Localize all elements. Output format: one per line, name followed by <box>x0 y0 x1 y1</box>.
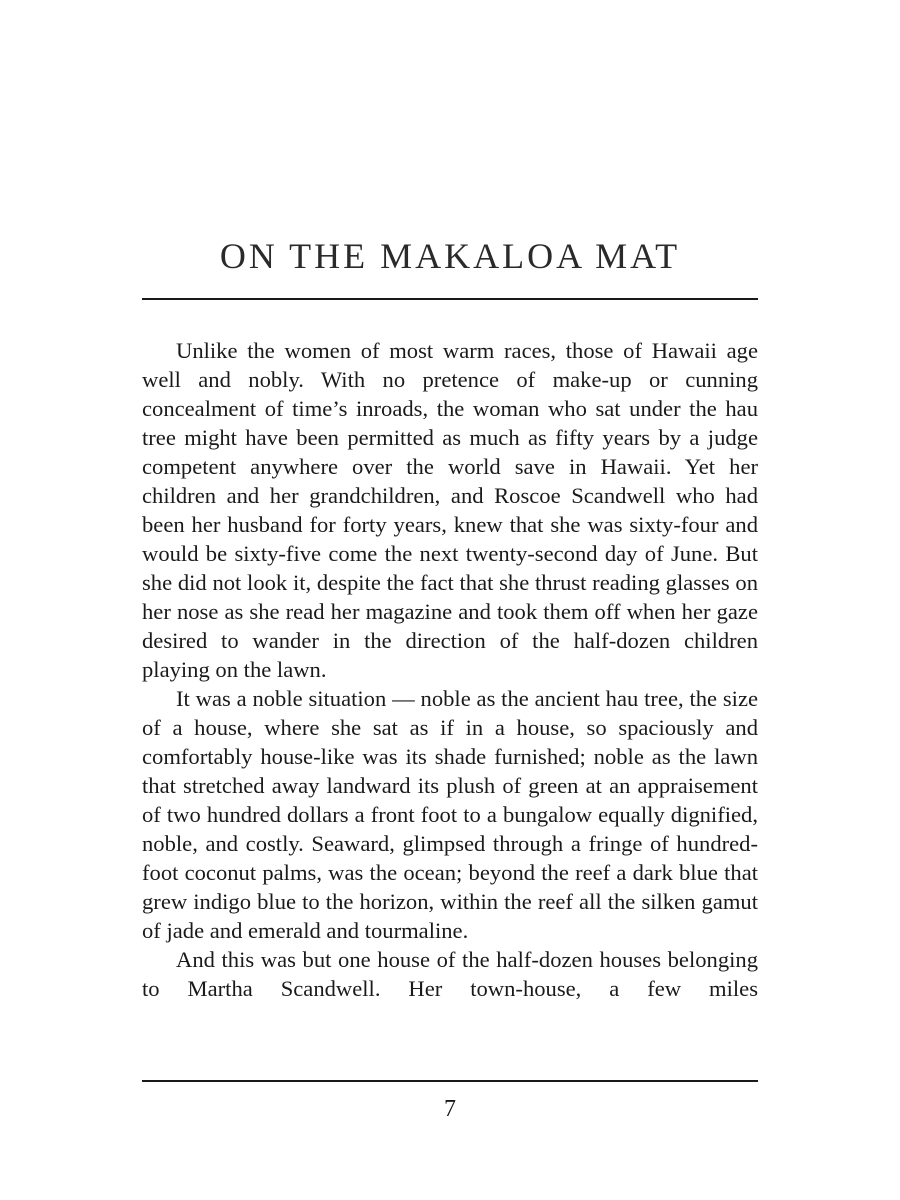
chapter-title: ON THE MAKALOA MAT <box>219 236 681 276</box>
footer-rule <box>142 1080 758 1082</box>
title-rule <box>142 298 758 300</box>
body-text <box>142 336 758 1003</box>
paragraph: And this was but one house of the half-dozen houses belonging to Martha Scandwell. Her town-house, a few miles <box>142 947 758 1001</box>
paragraph: Unlike the women of most warm races, those of Hawaii age well and nobly. With no pretence of make-up or cunning concealment of time’s inroads, the woman who sat under the hau tree might have been permitted as much as fifty years by a judge competent anywhere over the world save in Hawaii. Yet her children and her grandchildren, and Roscoe Scandwell who had been her husband for forty years, knew that she was sixty-four and would be sixty-five come the next twenty-second day of June. But she did not look it, despite the fact that she thrust reading glasses on her nose as she read her magazine and took them off when her gaze desired to wander in the direction of the half-dozen children playing on the lawn. <box>142 338 758 682</box>
paragraph: It was a noble situation — noble as the ancient hau tree, the size of a house, where she sat as if in a house, so spaciously and comfortably house-like was its shade furnished; noble as the lawn that stretched away landward its plush of green at an appraisement of two hundred dollars a front foot to a bungalow equally dignified, noble, and costly. Seaward, glimpsed through a fringe of hundred-foot coconut palms, was the ocean; beyond the reef a dark blue that grew indigo blue to the horizon, within the reef all the silken gamut of jade and emerald and tourmaline. <box>142 686 758 943</box>
page-number: 7 <box>444 1096 456 1122</box>
